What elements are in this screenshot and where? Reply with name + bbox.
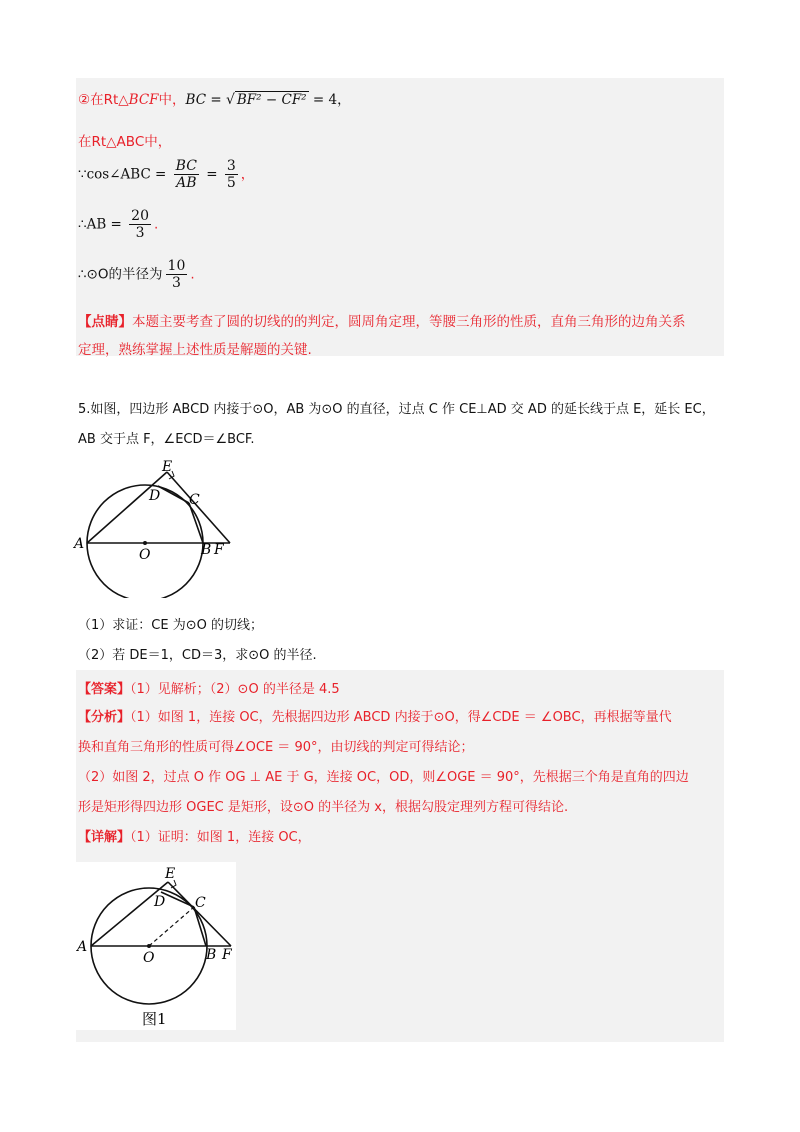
solution-line-4 <box>78 208 158 241</box>
answer-line <box>78 678 340 697</box>
sqrt-expression: BF² − CF² <box>236 92 307 108</box>
problem-text: 5.如图，四边形 ABCD 内接于⊙O，AB 为⊙O 的直径，过点 C 作 CE⊥AD 交 AD 的延长线于点 E，延长 EC， <box>78 402 715 417</box>
geometry-figure-main <box>70 458 240 598</box>
label-e: E <box>162 459 173 475</box>
text: BCF <box>128 92 159 108</box>
analysis-line-3 <box>78 766 689 785</box>
fraction <box>225 158 238 191</box>
numerator: 10 <box>167 258 186 274</box>
formula: ∴AB = <box>78 216 127 233</box>
analysis-line-2 <box>78 736 474 755</box>
formula: ∵cos∠ABC = <box>78 166 171 183</box>
solution-line-3 <box>78 158 254 191</box>
problem-line-2 <box>78 428 254 447</box>
problem-text: AB 交于点 F，∠ECD＝∠BCF. <box>78 432 255 447</box>
line-dc <box>158 486 189 503</box>
numerator: BC <box>175 158 197 174</box>
analysis-line-4 <box>78 796 568 815</box>
fraction <box>129 208 151 241</box>
question-2 <box>78 644 317 663</box>
center-point <box>147 944 151 948</box>
solution-line-1: ②在Rt△BCF中，BC = √ BF² − CF² = 4， <box>78 92 351 108</box>
text: 中， <box>158 92 186 108</box>
fraction <box>166 258 188 291</box>
label-d: D <box>149 488 161 504</box>
analysis-text: 换和直角三角形的性质可得∠OCE ＝ 90°，由切线的判定可得结论； <box>78 740 474 755</box>
label-e: E <box>165 866 176 882</box>
geometry-figure-1 <box>76 862 236 1030</box>
problem-line-1 <box>78 398 715 417</box>
question-1 <box>78 614 263 633</box>
solution-line-5 <box>78 258 195 291</box>
analysis-text: 形是矩形得四边形 OGEC 是矩形，设⊙O 的半径为 x，根据勾股定理列方程可得结论. <box>78 800 569 815</box>
analysis-line-1 <box>78 706 672 725</box>
text: . <box>153 216 159 233</box>
detail-text: （1）证明：如图 1，连接 OC， <box>130 830 311 845</box>
formula: = <box>206 92 226 108</box>
text: ， <box>240 166 255 183</box>
review-line-1 <box>78 310 686 330</box>
numerator: 3 <box>226 158 236 174</box>
figure-caption: 图1 <box>142 1010 167 1028</box>
formula: = 4， <box>308 92 351 108</box>
label-a: A <box>77 939 88 955</box>
label-c: C <box>195 895 206 911</box>
text: ∴⊙O的半径为 <box>78 266 163 283</box>
label-o: O <box>143 950 155 966</box>
denominator: 3 <box>135 225 145 241</box>
denominator: AB <box>176 175 197 191</box>
label-a: A <box>74 536 85 552</box>
label-b: B <box>206 947 217 963</box>
numerator: 20 <box>131 208 149 224</box>
solution-line-2 <box>78 130 171 150</box>
label-f: F <box>222 947 232 963</box>
center-point <box>143 541 147 545</box>
review-line-2 <box>78 338 312 358</box>
answer-label: 【答案】 <box>78 682 131 697</box>
denominator: 3 <box>171 275 181 291</box>
label-o: O <box>139 547 151 563</box>
fraction <box>174 158 199 191</box>
detail-label: 【详解】 <box>78 830 131 845</box>
question-text: （1）求证：CE 为⊙O 的切线； <box>78 618 263 633</box>
denominator: 5 <box>226 175 236 191</box>
analysis-label: 【分析】 <box>78 710 131 725</box>
review-text: 本题主要考查了圆的切线的的判定，圆周角定理，等腰三角形的性质，直角三角形的边角关系 <box>132 314 686 330</box>
label-c: C <box>189 492 200 508</box>
label-f: F <box>214 542 224 558</box>
question-text: （2）若 DE＝1，CD＝3，求⊙O 的半径. <box>78 648 317 663</box>
analysis-text: （1）如图 1，连接 OC，先根据四边形 ABCD 内接于⊙O，得∠CDE ＝ ∠OBC，再根据等量代 <box>130 710 672 725</box>
analysis-text: （2）如图 2，过点 O 作 OG ⊥ AE 于 G，连接 OC，OD，则∠OGE ＝ 90°，先根据三个角是直角的四边 <box>78 770 689 785</box>
review-label: 【点睛】 <box>78 314 132 330</box>
label-b: B <box>201 542 212 558</box>
label-d: D <box>154 894 166 910</box>
text: 在Rt△ABC中， <box>78 134 172 150</box>
answer-text: （1）见解析；（2）⊙O 的半径是 4.5 <box>130 682 340 697</box>
text: ②在Rt△ <box>78 92 129 108</box>
review-text: 定理，熟练掌握上述性质是解题的关键. <box>78 342 312 358</box>
text: . <box>190 266 195 283</box>
formula: = <box>201 166 222 183</box>
formula: BC <box>185 92 207 108</box>
detail-line <box>78 826 311 845</box>
